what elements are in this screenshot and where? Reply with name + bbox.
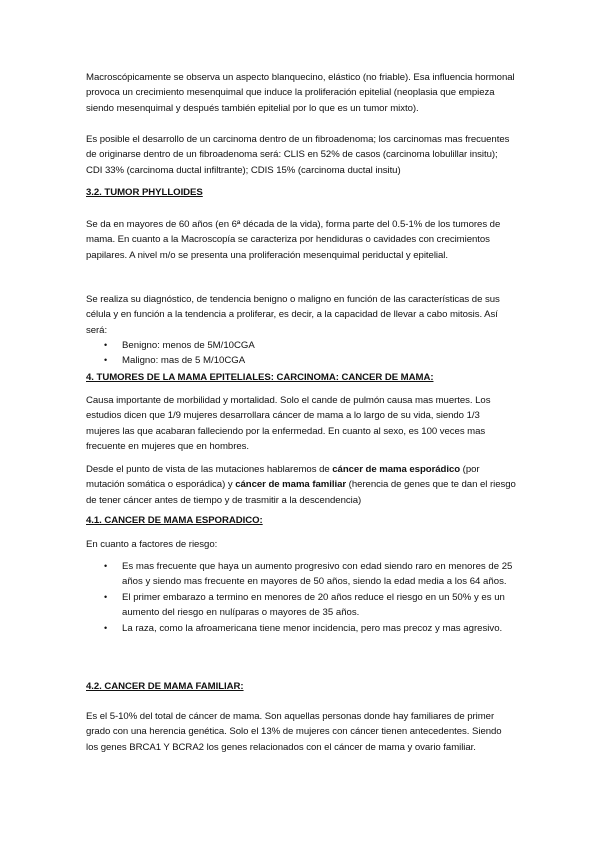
text-span: (herencia de genes que te dan el riesgo de tener cáncer antes de tiempo y de trasmitir a la descendencia) xyxy=(86,479,516,506)
list-item xyxy=(86,353,516,368)
bullet-icon: • xyxy=(104,591,108,602)
heading-sporadic-cancer: 4.1. CANCER DE MAMA ESPORADICO: xyxy=(86,515,263,526)
bullet-icon: • xyxy=(104,561,108,571)
heading-tumor-phyllodes: 3.2. TUMOR PHYLLOIDES xyxy=(86,187,203,198)
text-span: (por mutación somática o esporádica) y xyxy=(86,464,480,491)
list-item xyxy=(86,590,516,621)
list-item xyxy=(86,338,516,353)
term-sporadic: cáncer de mama esporádico xyxy=(332,464,461,475)
list-item xyxy=(86,559,516,590)
paragraph-phyllodes-description: Se da en mayores de 60 años (en 6ª década de la vida), forma parte del 0.5-1% de los tumores de mama. En cuanto a la Macroscopía se caracteriza por hendiduras o cavidades con crecimientos papilares. A nivel m/o se presenta una proliferación mesenquimal periductal y epitelial. xyxy=(86,219,501,261)
bullet-icon: • xyxy=(104,340,108,350)
paragraph-familial-cancer: Es el 5-10% del total de cáncer de mama. Son aquellas personas donde hay familiares de primer grado con una herencia genética. Solo el 13% de mujeres con cáncer tienen antecedentes. Siendo los genes BRCA1 Y BCRA2 los genes relacionados con el cáncer de mama y ovario familiar. xyxy=(86,711,502,753)
list-item-text: El primer embarazo a termino en menores de 20 años reduce el riesgo en un 50% y es un aumento del riesgo en nulíparas o mayores de 35 años. xyxy=(122,591,505,619)
bullet-icon: • xyxy=(104,355,108,366)
heading-epithelial-tumors: 4. TUMORES DE LA MAMA EPITELIALES: CARCINOMA: CANCER DE MAMA: xyxy=(86,372,434,383)
paragraph-carcinoma-in-fibroadenoma: Es posible el desarrollo de un carcinoma dentro de un fibroadenoma; los carcinomas mas frecuentes de originarse dentro de un fibroadenoma será: CLIS en 52% de casos (carcinoma lobulillar insitu); CDI 33% (carcinoma ductal infiltrante); CDIS 15% (carcinoma ductal insitu) xyxy=(86,134,510,176)
list-item-text: Es mas frecuente que haya un aumento progresivo con edad siendo raro en menores de 25 años y siendo mas frecuente en mayores de 50 años, siendo la edad media a los 64 años. xyxy=(122,561,513,588)
heading-familial-cancer: 4.2. CANCER DE MAMA FAMILIAR: xyxy=(86,681,244,692)
list-item xyxy=(86,621,516,636)
bullet-icon: • xyxy=(104,622,108,633)
list-item-text: Maligno: mas de 5 M/10CGA xyxy=(122,355,246,367)
paragraph-mutation-types xyxy=(86,462,516,508)
paragraph-fibroadenoma-macroscopy: Macroscópicamente se observa un aspecto blanquecino, elástico (no friable). Esa influencia hormonal provoca un crecimiento mesenquimal que induce la proliferación epitelial (neoplasia que empieza siendo mesenquimal y después también epitelial por lo que es un tumor mixto). xyxy=(86,72,515,114)
paragraph-risk-factors-intro: En cuanto a factores de riesgo: xyxy=(86,539,218,550)
paragraph-phyllodes-diagnosis: Se realiza su diagnóstico, de tendencia benigno o maligno en función de las características de sus célula y en función a la tendencia a proliferar, es decir, a la capacidad de llevar a cabo mitosis. Así será: xyxy=(86,294,500,336)
paragraph-breast-cancer-stats: Causa importante de morbilidad y mortalidad. Solo el cande de pulmón causa mas muertes. Los estudios dicen que 1/9 mujeres desarrollara cáncer de mama a lo largo de su vida, siendo 1/3 mujeres las que acabaran falleciendo por la enfermedad. En cuanto al sexo, es 100 veces mas frecuente en mujeres que en hombres. xyxy=(86,395,491,453)
list-benign-malignant xyxy=(86,338,516,369)
list-risk-factors xyxy=(86,559,516,636)
list-item-text: Benigno: menos de 5M/10CGA xyxy=(122,340,255,351)
term-familial: cáncer de mama familiar xyxy=(235,479,347,491)
text-span: Desde el punto de vista de las mutaciones hablaremos de xyxy=(86,464,333,475)
list-item-text: La raza, como la afroamericana tiene menor incidencia, pero mas precoz y mas agresivo. xyxy=(122,622,503,634)
